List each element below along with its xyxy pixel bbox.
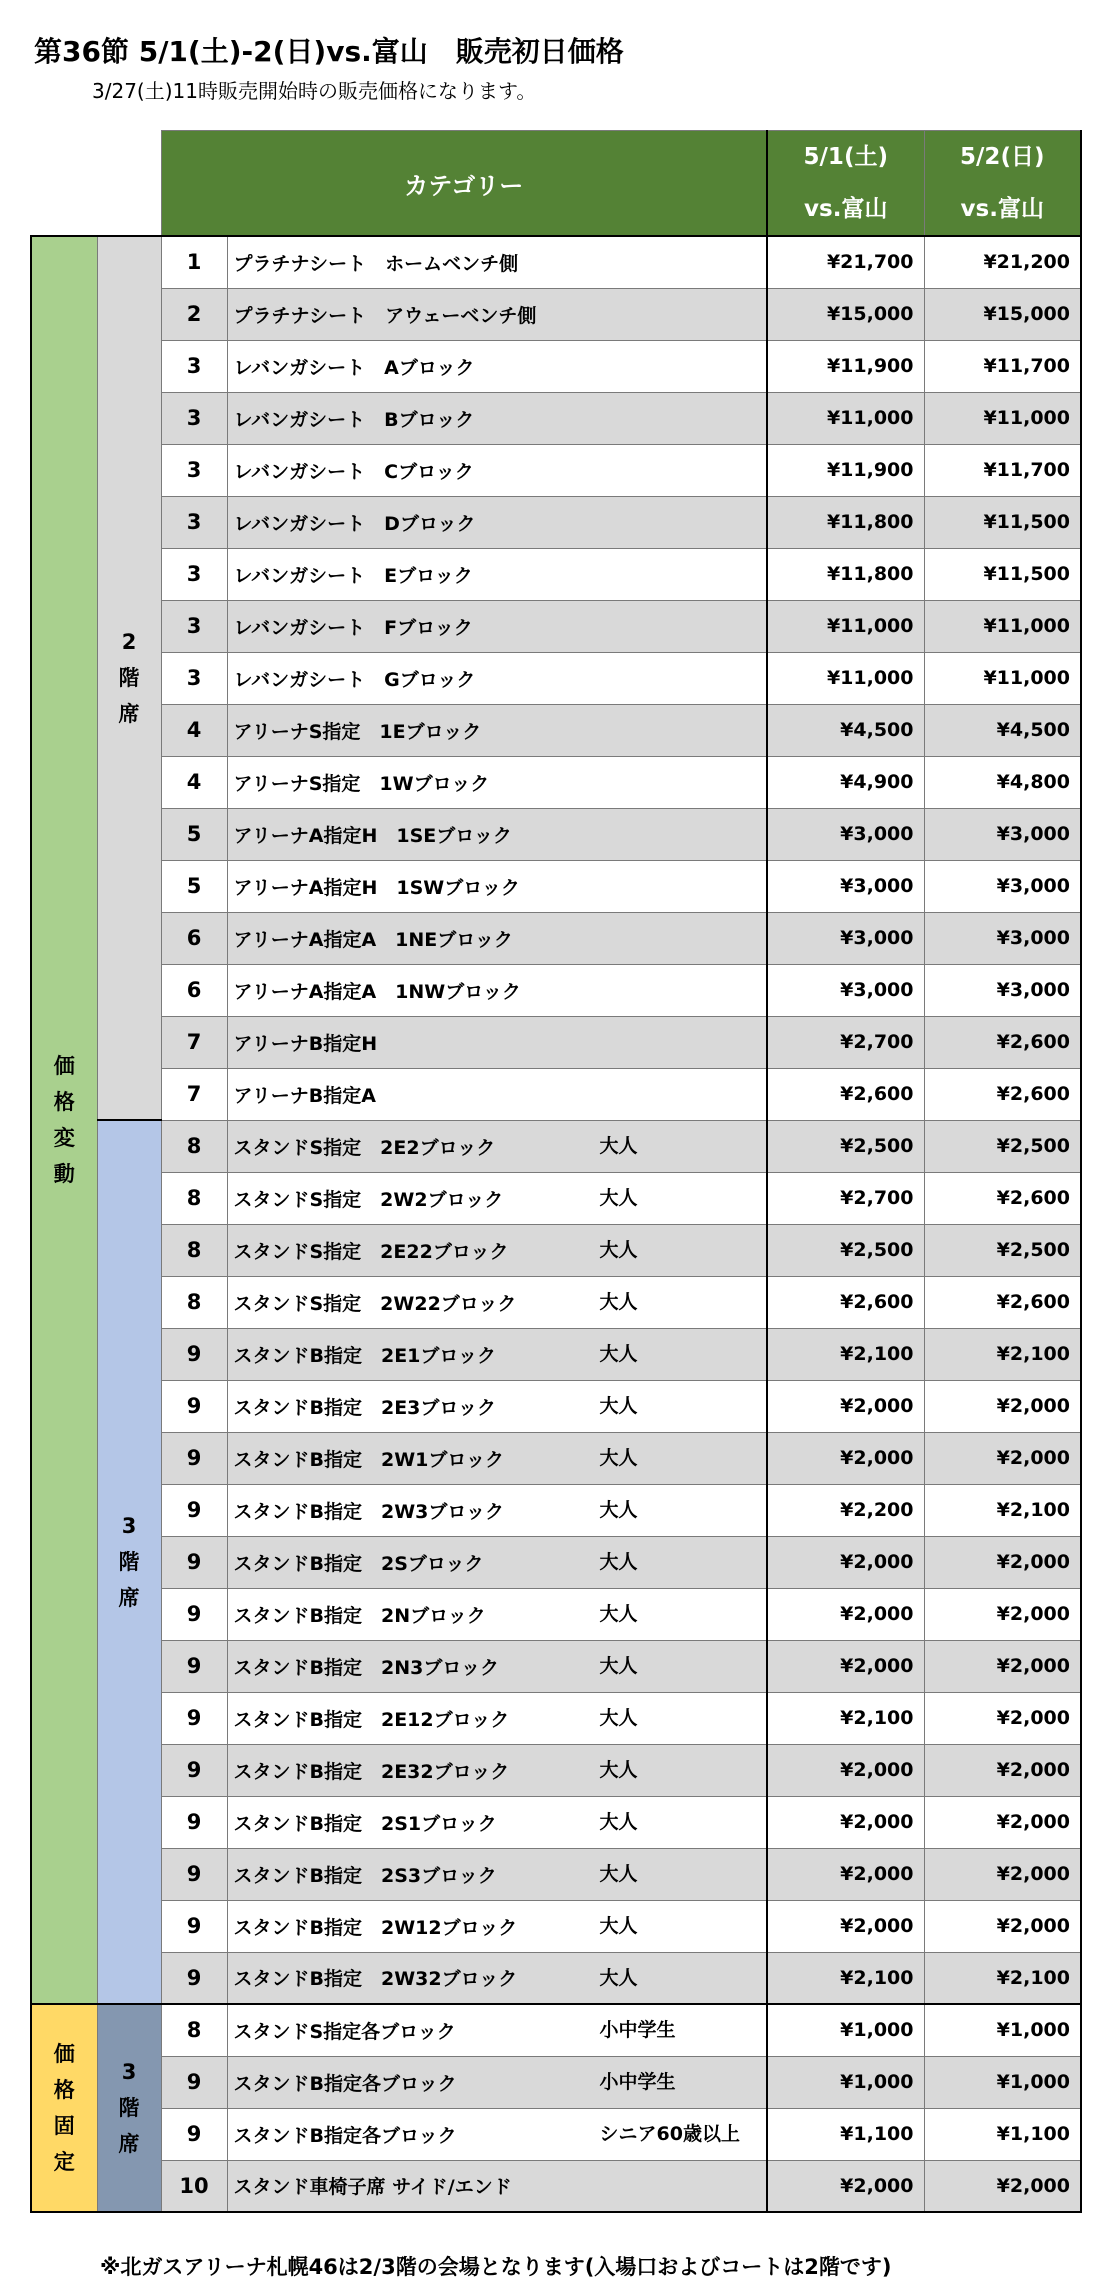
header-day2 bbox=[924, 131, 1081, 237]
seat-category bbox=[227, 236, 767, 288]
price-day1: ¥11,000 bbox=[767, 392, 924, 444]
price-day1: ¥2,000 bbox=[767, 1432, 924, 1484]
row-number: 8 bbox=[161, 1172, 227, 1224]
seat-category bbox=[227, 1848, 767, 1900]
seat-category bbox=[227, 288, 767, 340]
audience-type: 小中学生 bbox=[599, 2019, 676, 2041]
price-day2: ¥2,000 bbox=[924, 1588, 1081, 1640]
header-day1-opponent: vs.富山 bbox=[804, 196, 888, 222]
row-number: 3 bbox=[161, 600, 227, 652]
row-number: 9 bbox=[161, 1848, 227, 1900]
seat-category bbox=[227, 808, 767, 860]
row-number: 9 bbox=[161, 1952, 227, 2004]
price-day1: ¥15,000 bbox=[767, 288, 924, 340]
seat-name: レバンガシート Fブロック bbox=[233, 616, 473, 639]
price-day1: ¥11,900 bbox=[767, 340, 924, 392]
price-day2: ¥21,200 bbox=[924, 236, 1081, 288]
row-number: 3 bbox=[161, 444, 227, 496]
price-day2: ¥3,000 bbox=[924, 964, 1081, 1016]
seat-name: アリーナB指定H bbox=[233, 1032, 378, 1055]
seat-name: スタンドB指定 2W3ブロック bbox=[233, 1500, 505, 1523]
floor3-fixed-label: 3 階 席 bbox=[97, 2004, 161, 2212]
price-day2: ¥11,700 bbox=[924, 340, 1081, 392]
price-day1: ¥2,700 bbox=[767, 1016, 924, 1068]
price-day2: ¥4,800 bbox=[924, 756, 1081, 808]
row-number: 9 bbox=[161, 1328, 227, 1380]
seat-category bbox=[227, 1692, 767, 1744]
price-day1: ¥2,600 bbox=[767, 1068, 924, 1120]
price-day2: ¥3,000 bbox=[924, 860, 1081, 912]
row-number: 8 bbox=[161, 1120, 227, 1172]
seat-category bbox=[227, 860, 767, 912]
seat-category bbox=[227, 1900, 767, 1952]
seat-category bbox=[227, 1484, 767, 1536]
seat-category bbox=[227, 912, 767, 964]
row-number: 7 bbox=[161, 1016, 227, 1068]
table-row bbox=[31, 1328, 1081, 1380]
price-day1: ¥2,200 bbox=[767, 1484, 924, 1536]
price-day1: ¥21,700 bbox=[767, 236, 924, 288]
seat-name: レバンガシート Eブロック bbox=[233, 564, 473, 587]
row-number: 3 bbox=[161, 340, 227, 392]
seat-category bbox=[227, 1120, 767, 1172]
price-day1: ¥2,000 bbox=[767, 1900, 924, 1952]
table-row bbox=[31, 1484, 1081, 1536]
row-number: 8 bbox=[161, 2004, 227, 2056]
table-row bbox=[31, 2160, 1081, 2212]
seat-category bbox=[227, 1276, 767, 1328]
seat-category bbox=[227, 2056, 767, 2108]
seat-category bbox=[227, 444, 767, 496]
seat-category bbox=[227, 392, 767, 444]
seat-name: スタンドB指定 2Nブロック bbox=[233, 1604, 486, 1627]
row-number: 8 bbox=[161, 1224, 227, 1276]
price-day2: ¥2,000 bbox=[924, 1900, 1081, 1952]
seat-name: スタンドB指定 2E1ブロック bbox=[233, 1344, 497, 1367]
table-row bbox=[31, 444, 1081, 496]
price-day1: ¥4,500 bbox=[767, 704, 924, 756]
seat-category bbox=[227, 1952, 767, 2004]
row-number: 5 bbox=[161, 808, 227, 860]
table-row bbox=[31, 496, 1081, 548]
price-day2: ¥2,500 bbox=[924, 1224, 1081, 1276]
price-day1: ¥2,000 bbox=[767, 1744, 924, 1796]
page-title: 第36節 5/1(土)-2(日)vs.富山 販売初日価格 bbox=[34, 35, 624, 68]
table-row bbox=[31, 704, 1081, 756]
table-row bbox=[31, 1432, 1081, 1484]
seat-name: スタンドB指定 2S1ブロック bbox=[233, 1812, 497, 1835]
seat-name: レバンガシート Dブロック bbox=[233, 512, 476, 535]
seat-category bbox=[227, 1640, 767, 1692]
price-day2: ¥1,000 bbox=[924, 2004, 1081, 2056]
price-day1: ¥2,000 bbox=[767, 2160, 924, 2212]
seat-name: スタンド車椅子席 サイド/エンド bbox=[233, 2176, 512, 2199]
seat-name: スタンドB指定 2E3ブロック bbox=[233, 1396, 497, 1419]
price-day1: ¥2,000 bbox=[767, 1588, 924, 1640]
row-number: 3 bbox=[161, 652, 227, 704]
price-day2: ¥11,700 bbox=[924, 444, 1081, 496]
seat-name: アリーナA指定H 1SEブロック bbox=[233, 824, 512, 847]
seat-name: アリーナS指定 1Wブロック bbox=[233, 772, 490, 795]
header-day1 bbox=[767, 131, 924, 237]
row-number: 10 bbox=[161, 2160, 227, 2212]
audience-type: 大人 bbox=[599, 1446, 638, 1469]
seat-category bbox=[227, 2160, 767, 2212]
row-number: 6 bbox=[161, 912, 227, 964]
table-row bbox=[31, 1588, 1081, 1640]
seat-name: スタンドB指定 2E32ブロック bbox=[233, 1760, 510, 1783]
seat-name: スタンドS指定各ブロック bbox=[233, 2020, 456, 2043]
table-row bbox=[31, 2108, 1081, 2160]
audience-type: 大人 bbox=[599, 1758, 638, 1781]
row-number: 9 bbox=[161, 2056, 227, 2108]
audience-type: 大人 bbox=[599, 1914, 638, 1937]
row-number: 9 bbox=[161, 1536, 227, 1588]
floor2-label: 2 階 席 bbox=[97, 236, 161, 1120]
table-row bbox=[31, 288, 1081, 340]
seat-category bbox=[227, 1328, 767, 1380]
price-day1: ¥3,000 bbox=[767, 808, 924, 860]
row-number: 9 bbox=[161, 1588, 227, 1640]
seat-category bbox=[227, 652, 767, 704]
table-row bbox=[31, 1692, 1081, 1744]
seat-name: スタンドB指定 2Sブロック bbox=[233, 1552, 484, 1575]
price-day2: ¥2,000 bbox=[924, 1848, 1081, 1900]
table-row bbox=[31, 1016, 1081, 1068]
row-number: 9 bbox=[161, 1640, 227, 1692]
seat-name: アリーナA指定H 1SWブロック bbox=[233, 876, 520, 899]
table-row bbox=[31, 912, 1081, 964]
price-day2: ¥2,600 bbox=[924, 1016, 1081, 1068]
row-number: 9 bbox=[161, 1484, 227, 1536]
seat-name: プラチナシート アウェーベンチ側 bbox=[233, 304, 537, 327]
seat-category bbox=[227, 756, 767, 808]
row-number: 9 bbox=[161, 1380, 227, 1432]
seat-category bbox=[227, 1536, 767, 1588]
table-row bbox=[31, 652, 1081, 704]
seat-category bbox=[227, 1172, 767, 1224]
price-day1: ¥1,000 bbox=[767, 2004, 924, 2056]
table-row bbox=[31, 1068, 1081, 1120]
seat-name: レバンガシート Aブロック bbox=[233, 356, 475, 379]
row-number: 3 bbox=[161, 392, 227, 444]
header-category: カテゴリー bbox=[161, 131, 767, 237]
price-day2: ¥3,000 bbox=[924, 808, 1081, 860]
audience-type: 大人 bbox=[599, 1238, 638, 1261]
footer-note: ※北ガスアリーナ札幌46は2/3階の会場となります(入場口およびコートは2階です) bbox=[100, 2255, 892, 2279]
price-day1: ¥2,000 bbox=[767, 1848, 924, 1900]
table-header bbox=[31, 131, 1081, 237]
price-day2: ¥11,000 bbox=[924, 600, 1081, 652]
seat-name: アリーナA指定A 1NEブロック bbox=[233, 928, 513, 951]
price-day2: ¥11,000 bbox=[924, 392, 1081, 444]
seat-name: プラチナシート ホームベンチ側 bbox=[233, 252, 519, 275]
price-day1: ¥2,500 bbox=[767, 1120, 924, 1172]
audience-type: 大人 bbox=[599, 1186, 638, 1209]
price-day2: ¥2,100 bbox=[924, 1952, 1081, 2004]
price-day2: ¥2,000 bbox=[924, 2160, 1081, 2212]
price-day2: ¥2,000 bbox=[924, 1380, 1081, 1432]
table-row bbox=[31, 2004, 1081, 2056]
price-day1: ¥2,000 bbox=[767, 1640, 924, 1692]
group-variable-label: 価 格 変 動 bbox=[31, 236, 97, 2004]
price-day2: ¥2,500 bbox=[924, 1120, 1081, 1172]
price-day1: ¥1,000 bbox=[767, 2056, 924, 2108]
seat-name: スタンドB指定 2W32ブロック bbox=[233, 1968, 518, 1991]
table-row bbox=[31, 1744, 1081, 1796]
price-day2: ¥11,500 bbox=[924, 548, 1081, 600]
header-day2-date: 5/2(日) bbox=[960, 144, 1045, 170]
group-fixed-label: 価 格 固 定 bbox=[31, 2004, 97, 2212]
price-day1: ¥1,100 bbox=[767, 2108, 924, 2160]
seat-name: アリーナS指定 1Eブロック bbox=[233, 720, 482, 743]
table-row bbox=[31, 392, 1081, 444]
seat-name: アリーナB指定A bbox=[233, 1084, 376, 1107]
price-day2: ¥1,000 bbox=[924, 2056, 1081, 2108]
table-row bbox=[31, 1172, 1081, 1224]
seat-name: スタンドS指定 2W2ブロック bbox=[233, 1188, 504, 1211]
header-day2-opponent: vs.富山 bbox=[960, 196, 1044, 222]
audience-type: 大人 bbox=[599, 1498, 638, 1521]
price-day2: ¥3,000 bbox=[924, 912, 1081, 964]
audience-type: シニア60歳以上 bbox=[599, 2122, 740, 2145]
table-row bbox=[31, 1380, 1081, 1432]
audience-type: 大人 bbox=[599, 1134, 638, 1157]
seat-category bbox=[227, 1432, 767, 1484]
price-day2: ¥2,000 bbox=[924, 1744, 1081, 1796]
price-day1: ¥2,500 bbox=[767, 1224, 924, 1276]
row-number: 4 bbox=[161, 756, 227, 808]
price-day2: ¥2,000 bbox=[924, 1536, 1081, 1588]
table-row bbox=[31, 1224, 1081, 1276]
price-day1: ¥2,100 bbox=[767, 1328, 924, 1380]
seat-name: スタンドB指定 2N3ブロック bbox=[233, 1656, 499, 1679]
price-day1: ¥2,100 bbox=[767, 1692, 924, 1744]
seat-category bbox=[227, 1380, 767, 1432]
table-row bbox=[31, 756, 1081, 808]
table-row bbox=[31, 964, 1081, 1016]
audience-type: 大人 bbox=[599, 1342, 638, 1365]
seat-name: スタンドS指定 2E2ブロック bbox=[233, 1136, 496, 1159]
table-row bbox=[31, 1536, 1081, 1588]
price-day1: ¥3,000 bbox=[767, 964, 924, 1016]
row-number: 1 bbox=[161, 236, 227, 288]
table-row bbox=[31, 236, 1081, 288]
row-number: 4 bbox=[161, 704, 227, 756]
row-number: 6 bbox=[161, 964, 227, 1016]
price-day2: ¥4,500 bbox=[924, 704, 1081, 756]
table-row bbox=[31, 1276, 1081, 1328]
row-number: 9 bbox=[161, 1692, 227, 1744]
header-day1-date: 5/1(土) bbox=[803, 144, 888, 170]
price-day2: ¥11,000 bbox=[924, 652, 1081, 704]
seat-name: スタンドB指定 2S3ブロック bbox=[233, 1864, 497, 1887]
price-day2: ¥1,100 bbox=[924, 2108, 1081, 2160]
seat-name: スタンドB指定 2W12ブロック bbox=[233, 1916, 518, 1939]
table-row bbox=[31, 1952, 1081, 2004]
seat-category bbox=[227, 2004, 767, 2056]
row-number: 2 bbox=[161, 288, 227, 340]
seat-category bbox=[227, 548, 767, 600]
price-day1: ¥11,800 bbox=[767, 496, 924, 548]
audience-type: 大人 bbox=[599, 1654, 638, 1677]
price-day1: ¥11,900 bbox=[767, 444, 924, 496]
price-day2: ¥2,000 bbox=[924, 1432, 1081, 1484]
price-day1: ¥2,100 bbox=[767, 1952, 924, 2004]
price-day1: ¥11,000 bbox=[767, 652, 924, 704]
seat-name: スタンドB指定 2E12ブロック bbox=[233, 1708, 510, 1731]
audience-type: 大人 bbox=[599, 1290, 638, 1313]
floor3-label: 3 階 席 bbox=[97, 1120, 161, 2004]
seat-category bbox=[227, 964, 767, 1016]
price-day1: ¥11,800 bbox=[767, 548, 924, 600]
seat-category bbox=[227, 1796, 767, 1848]
row-number: 3 bbox=[161, 496, 227, 548]
row-number: 9 bbox=[161, 1900, 227, 1952]
seat-name: レバンガシート Bブロック bbox=[233, 408, 475, 431]
seat-name: アリーナA指定A 1NWブロック bbox=[233, 980, 521, 1003]
audience-type: 大人 bbox=[599, 1862, 638, 1885]
seat-name: レバンガシート Cブロック bbox=[233, 460, 474, 483]
seat-category bbox=[227, 1744, 767, 1796]
seat-category bbox=[227, 2108, 767, 2160]
row-number: 3 bbox=[161, 548, 227, 600]
audience-type: 小中学生 bbox=[599, 2070, 676, 2093]
seat-name: レバンガシート Gブロック bbox=[233, 668, 476, 691]
audience-type: 大人 bbox=[599, 1810, 638, 1833]
row-number: 9 bbox=[161, 1432, 227, 1484]
seat-name: スタンドS指定 2E22ブロック bbox=[233, 1240, 509, 1263]
price-day2: ¥2,600 bbox=[924, 1172, 1081, 1224]
row-number: 8 bbox=[161, 1276, 227, 1328]
audience-type: 大人 bbox=[599, 1966, 638, 1989]
seat-category bbox=[227, 340, 767, 392]
price-day1: ¥3,000 bbox=[767, 912, 924, 964]
price-day2: ¥2,100 bbox=[924, 1328, 1081, 1380]
table-row bbox=[31, 1120, 1081, 1172]
audience-type: 大人 bbox=[599, 1706, 638, 1729]
table-row bbox=[31, 600, 1081, 652]
price-day1: ¥4,900 bbox=[767, 756, 924, 808]
price-table bbox=[30, 130, 1082, 2213]
row-number: 5 bbox=[161, 860, 227, 912]
table-row bbox=[31, 548, 1081, 600]
price-day2: ¥2,000 bbox=[924, 1640, 1081, 1692]
seat-name: スタンドS指定 2W22ブロック bbox=[233, 1292, 517, 1315]
price-day1: ¥2,000 bbox=[767, 1380, 924, 1432]
price-day2: ¥11,500 bbox=[924, 496, 1081, 548]
page-subtitle: 3/27(土)11時販売開始時の販売価格になります。 bbox=[92, 79, 537, 103]
row-number: 9 bbox=[161, 1796, 227, 1848]
price-day1: ¥2,000 bbox=[767, 1796, 924, 1848]
price-day1: ¥2,000 bbox=[767, 1536, 924, 1588]
row-number: 7 bbox=[161, 1068, 227, 1120]
seat-category bbox=[227, 1016, 767, 1068]
seat-category bbox=[227, 600, 767, 652]
table-row bbox=[31, 1900, 1081, 1952]
price-day2: ¥15,000 bbox=[924, 288, 1081, 340]
seat-category bbox=[227, 496, 767, 548]
audience-type: 大人 bbox=[599, 1394, 638, 1417]
price-day1: ¥2,700 bbox=[767, 1172, 924, 1224]
audience-type: 大人 bbox=[599, 1550, 638, 1573]
price-day1: ¥11,000 bbox=[767, 600, 924, 652]
row-number: 9 bbox=[161, 1744, 227, 1796]
seat-category bbox=[227, 1068, 767, 1120]
table-row bbox=[31, 2056, 1081, 2108]
price-day2: ¥2,000 bbox=[924, 1796, 1081, 1848]
table-row bbox=[31, 860, 1081, 912]
price-day2: ¥2,600 bbox=[924, 1068, 1081, 1120]
seat-name: スタンドB指定各ブロック bbox=[233, 2124, 457, 2147]
table-row bbox=[31, 340, 1081, 392]
row-number: 9 bbox=[161, 2108, 227, 2160]
price-day1: ¥2,600 bbox=[767, 1276, 924, 1328]
price-day2: ¥2,000 bbox=[924, 1692, 1081, 1744]
seat-category bbox=[227, 1224, 767, 1276]
table-row bbox=[31, 1848, 1081, 1900]
table-row bbox=[31, 1640, 1081, 1692]
seat-category bbox=[227, 704, 767, 756]
seat-category bbox=[227, 1588, 767, 1640]
table-row bbox=[31, 808, 1081, 860]
price-day2: ¥2,600 bbox=[924, 1276, 1081, 1328]
price-day1: ¥3,000 bbox=[767, 860, 924, 912]
seat-name: スタンドB指定各ブロック bbox=[233, 2072, 457, 2095]
price-day2: ¥2,100 bbox=[924, 1484, 1081, 1536]
table-row bbox=[31, 1796, 1081, 1848]
seat-name: スタンドB指定 2W1ブロック bbox=[233, 1448, 505, 1471]
audience-type: 大人 bbox=[599, 1602, 638, 1625]
